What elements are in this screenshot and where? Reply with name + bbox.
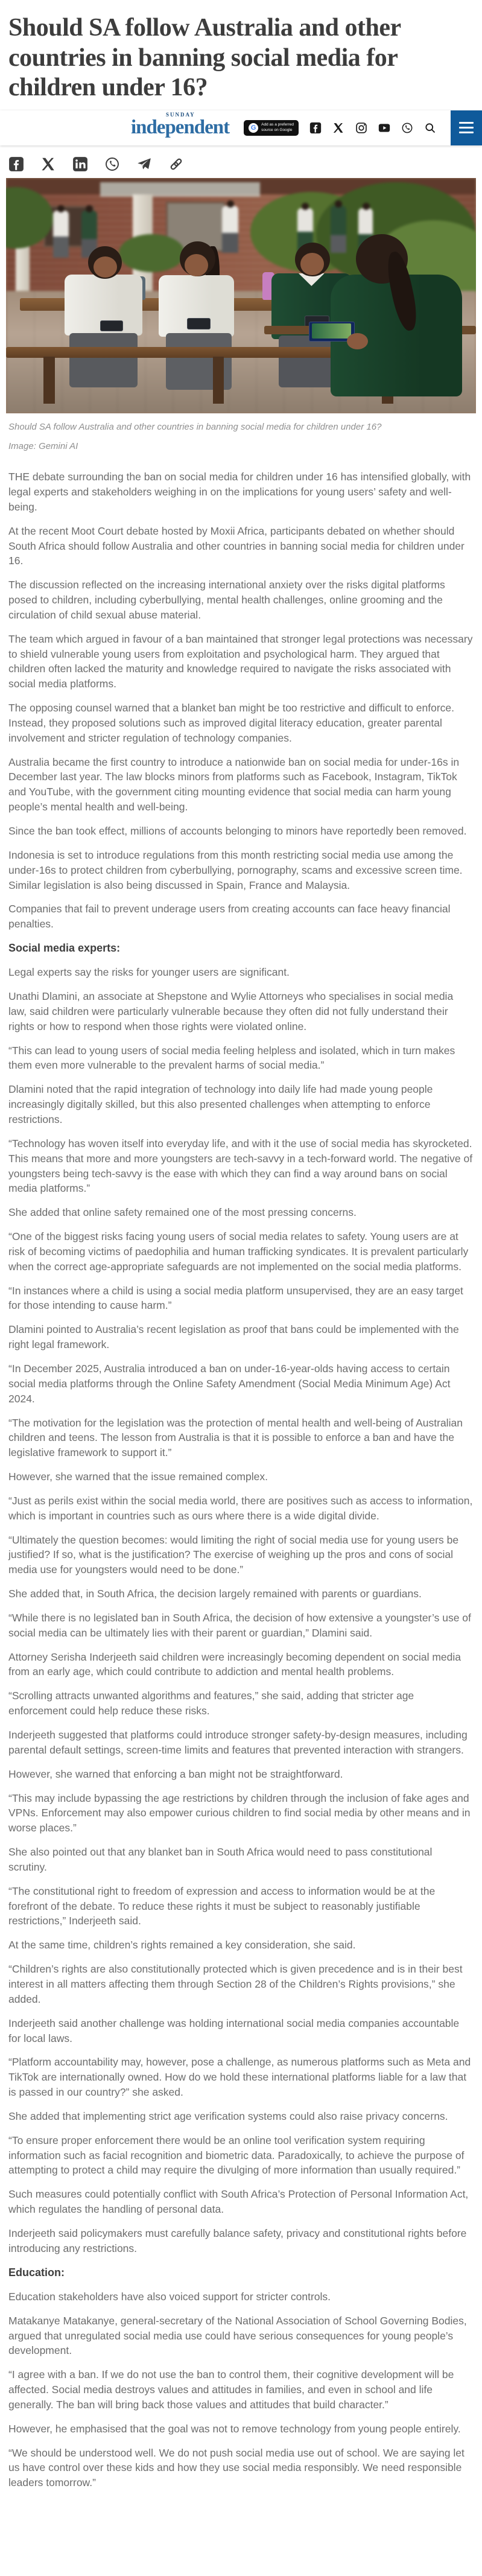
article-paragraph: Dlamini pointed to Australia’s recent legislation as proof that bans could be implemented with the right legal framework.	[8, 1323, 459, 1351]
copy-link-icon[interactable]	[168, 156, 184, 172]
article-paragraph: Attorney Serisha Inderjeeth said children were increasingly becoming dependent on social media from an early age, which could contribute to addiction and mental health problems.	[8, 1650, 461, 1678]
article-paragraph: Since the ban took effect, millions of accounts belonging to minors have reportedly been removed.	[8, 825, 467, 838]
article-paragraph: She added that, in South Africa, the decision largely remained with parents or guardians.	[8, 1588, 422, 1600]
facebook-icon[interactable]	[309, 122, 322, 134]
image-credit: Image: Gemini AI	[8, 440, 78, 451]
whatsapp-icon[interactable]	[401, 122, 413, 134]
article-paragraph: She added that online safety remained one of the most pressing concerns.	[8, 1206, 357, 1219]
brand-wordmark: independent	[130, 116, 230, 139]
article-paragraph: At the recent Moot Court debate hosted by Moxii Africa, participants debated on whether should South Africa should follow Australia and other countries in banning social media for children under 16.	[8, 524, 465, 567]
article-paragraph: “We should be understood well. We do not push social media use out of school. We are saying let us have control over these kids and how they use social media responsibly. We need responsible leaders tomorrow.”	[8, 2446, 465, 2489]
article-paragraph: “Just as perils exist within the social media world, there are positives such as access to information, which is important in countries such as ours where there is a wide digital divide.	[8, 1494, 473, 1522]
article-paragraph: However, he emphasised that the goal was not to remove technology from young people entirely.	[8, 2422, 461, 2435]
article-paragraph: Dlamini noted that the rapid integration of technology into daily life had made young people increasingly digitally skilled, but this also presented challenges when attempting to enforce restrictions.	[8, 1083, 433, 1126]
google-g-icon: G	[249, 123, 258, 133]
article-paragraph: However, she warned that the issue remained complex.	[8, 1471, 268, 1483]
page-title: Should SA follow Australia and other countries in banning social media for children under 16?	[8, 14, 401, 102]
x-icon[interactable]	[332, 122, 344, 134]
article-paragraph: However, she warned that enforcing a ban might not be straightforward.	[8, 1767, 343, 1780]
edition-label: SUNDAY	[165, 112, 195, 118]
x-share-icon[interactable]	[40, 156, 56, 172]
google-badge-text: Add as a preferred source on Google	[261, 122, 294, 132]
youtube-icon[interactable]	[378, 122, 390, 134]
article-paragraph: “In instances where a child is using a social media platform unsupervised, they are an easy target for those intending to cause harm.”	[8, 1284, 463, 1312]
article-paragraph: Inderjeeth said another challenge was holding international social media companies accountable for local laws.	[8, 2017, 460, 2044]
article-paragraph: “This may include bypassing the age restrictions by children through the inclusion of fake ages and VPNs. Enforcement may also empower curious children to find social media by other means and in worse places.”	[8, 1792, 471, 1834]
article-paragraph: “This can lead to young users of social media feeling helpless and isolated, which in turn makes them even more vulnerable to the prevalent harms of social media.”	[8, 1044, 455, 1072]
telegram-share-icon[interactable]	[136, 156, 152, 172]
article-paragraph: “To ensure proper enforcement there would be an online tool verification system requiring information such as facial recognition and biometric data. Paradoxically, to achieve the purpose of attempting to protect a child may require the divulging of more information than usually required.”	[8, 2134, 465, 2177]
hero-image	[6, 178, 476, 413]
share-toolbar	[8, 156, 474, 172]
section-heading: Social media experts:	[8, 942, 121, 955]
article-paragraph: The team which argued in favour of a ban maintained that stronger legal protections was necessary to shield vulnerable young users from exploitation and psychological harm. They argued that children often lacked the maturity and knowledge required to navigate the risks associated with social media platforms.	[8, 632, 473, 690]
article-paragraph: Inderjeeth suggested that platforms could introduce stronger safety-by-design measures, including parental default settings, screen-time limits and features that prevented interaction with strangers.	[8, 1729, 468, 1756]
article-body	[8, 469, 474, 2490]
article-paragraph: “In December 2025, Australia introduced a ban on under-16-year-olds having access to certain social media platforms through the Online Safety Amendment (Social Media Minimum Age) Act 2024.	[8, 1362, 451, 1405]
menu-icon[interactable]	[451, 110, 482, 145]
search-icon[interactable]	[424, 122, 436, 134]
instagram-icon[interactable]	[355, 122, 367, 134]
article-paragraph: The discussion reflected on the increasing international anxiety over the risks digital platforms posed to children, including cyberbullying, mental health challenges, online grooming and the circulation of child sexual abuse material.	[8, 579, 445, 621]
article-paragraph: “The motivation for the legislation was the protection of mental health and well-being of Australian children and teens. The lesson from Australia is that it is possible to enforce a ban and have the legislative framework to support it.”	[8, 1416, 463, 1459]
article-paragraph: She added that implementing strict age verification systems could also raise privacy concerns.	[8, 2110, 448, 2122]
sunday-independent-logo[interactable]	[130, 112, 230, 139]
article-paragraph: “Children’s rights are also constitutionally protected which is given precedence and is in their best interest in all matters affecting them through Section 28 of the Children’s Rights provisions,” she added.	[8, 1963, 463, 2005]
article-paragraph: Australia became the first country to introduce a nationwide ban on social media for under-16s in December last year. The law blocks minors from platforms such as Facebook, Instagram, TikTok and YouTube, with the government citing mounting evidence that social media can harm young people’s mental health and well-being.	[8, 755, 460, 813]
article-paragraph: THE debate surrounding the ban on social media for children under 16 has intensified globally, with legal experts and stakeholders weighing in on the implications for young users’ safety and well-being.	[8, 471, 471, 513]
linkedin-share-icon[interactable]	[72, 156, 88, 172]
article-paragraph: Legal experts say the risks for younger users are significant.	[8, 966, 290, 979]
article-paragraph: Indonesia is set to introduce regulations from this month restricting social media use among the under-16s to protect children from cyberbullying, pornography, scams and excessive screen time. Similar legislation is also being discussed in Spain, France and Malaysia.	[8, 848, 463, 891]
article-paragraph: The opposing counsel warned that a blanket ban might be too restrictive and difficult to enforce. Instead, they proposed solutions such as improved digital literacy education, greater parental involvement and stricter regulation of technology companies.	[8, 702, 455, 744]
article-paragraph: She also pointed out that any blanket ban in South Africa would need to pass constitutional scrutiny.	[8, 1846, 433, 1873]
article-paragraph: “Technology has woven itself into everyday life, and with it the use of social media has skyrocketed. This means that more and more youngsters are tech-savvy in a tech-forward world. The negative of youngsters being tech-savvy is the ease with which they can find a way around bans on social media platforms.”	[8, 1137, 473, 1195]
article-paragraph: Companies that fail to prevent underage users from creating accounts can face heavy financial penalties.	[8, 903, 451, 930]
google-news-badge[interactable]	[244, 120, 299, 136]
article-paragraph: Inderjeeth said policymakers must carefully balance safety, privacy and constitutional rights before introducing any restrictions.	[8, 2227, 467, 2254]
article-paragraph: “Ultimately the question becomes: would limiting the right of social media use for young users be justified? If so, what is the justification? The exercise of weighing up the pros and cons of social media use for youngsters would need to be done.”	[8, 1533, 459, 1576]
article-paragraph: “Scrolling attracts unwanted algorithms and features,” she said, adding that stricter age enforcement could help reduce these risks.	[8, 1690, 414, 1717]
article-paragraph: At the same time, children’s rights remained a key consideration, she said.	[8, 1939, 356, 1951]
article-paragraph: Unathi Dlamini, an associate at Shepstone and Wylie Attorneys who specialises in social media law, said children were particularly vulnerable because they often did not fully understand their rights or how to respond when those rights were violated online.	[8, 990, 454, 1032]
article-paragraph: Education stakeholders have also voiced support for stricter controls.	[8, 2290, 331, 2303]
article-paragraph: “The constitutional right to freedom of expression and access to information would be at the forefront of the debate. To reduce these rights it must be subject to reasonably justifiable restrictions,” Inderjeeth said.	[8, 1884, 436, 1927]
whatsapp-share-icon[interactable]	[104, 156, 120, 172]
section-heading: Education:	[8, 2266, 65, 2279]
article-paragraph: “I agree with a ban. If we do not use the ban to control them, their cognitive development will be affected. Social media destroys values and attitudes in families, and even in school and life generally. The ban will bring back those values and attitudes that build character.”	[8, 2368, 454, 2411]
hero-foreground	[6, 178, 476, 413]
site-header	[0, 110, 482, 145]
facebook-share-icon[interactable]	[8, 156, 24, 172]
article-paragraph: “Platform accountability may, however, pose a challenge, as numerous platforms such as Meta and TikTok are internationally owned. How do we hold these international platforms liable for a law that is passed in our country?” she asked.	[8, 2056, 471, 2099]
article-paragraph: Matakanye Matakanye, general-secretary of the National Association of School Governing Bodies, argued that unregulated social media use could have serious consequences for young people’s development.	[8, 2314, 467, 2357]
article-paragraph: “One of the biggest risks facing young users of social media relates to safety. Young users are at risk of becoming victims of paedophilia and human trafficking syndicates. It is prevalent particularly when the correct age-appropriate safeguards are not implemented on the social media platforms.	[8, 1230, 469, 1273]
image-caption: Should SA follow Australia and other countries in banning social media for children under 16?	[8, 421, 382, 432]
article-paragraph: Such measures could potentially conflict with South Africa’s Protection of Personal Information Act, which regulates the handling of personal data.	[8, 2188, 469, 2216]
article-paragraph: “While there is no legislated ban in South Africa, the decision of how extensive a youngster’s use of social media can be ultimately lies with their parent or guardian,” Dlamini said.	[8, 1611, 471, 1639]
